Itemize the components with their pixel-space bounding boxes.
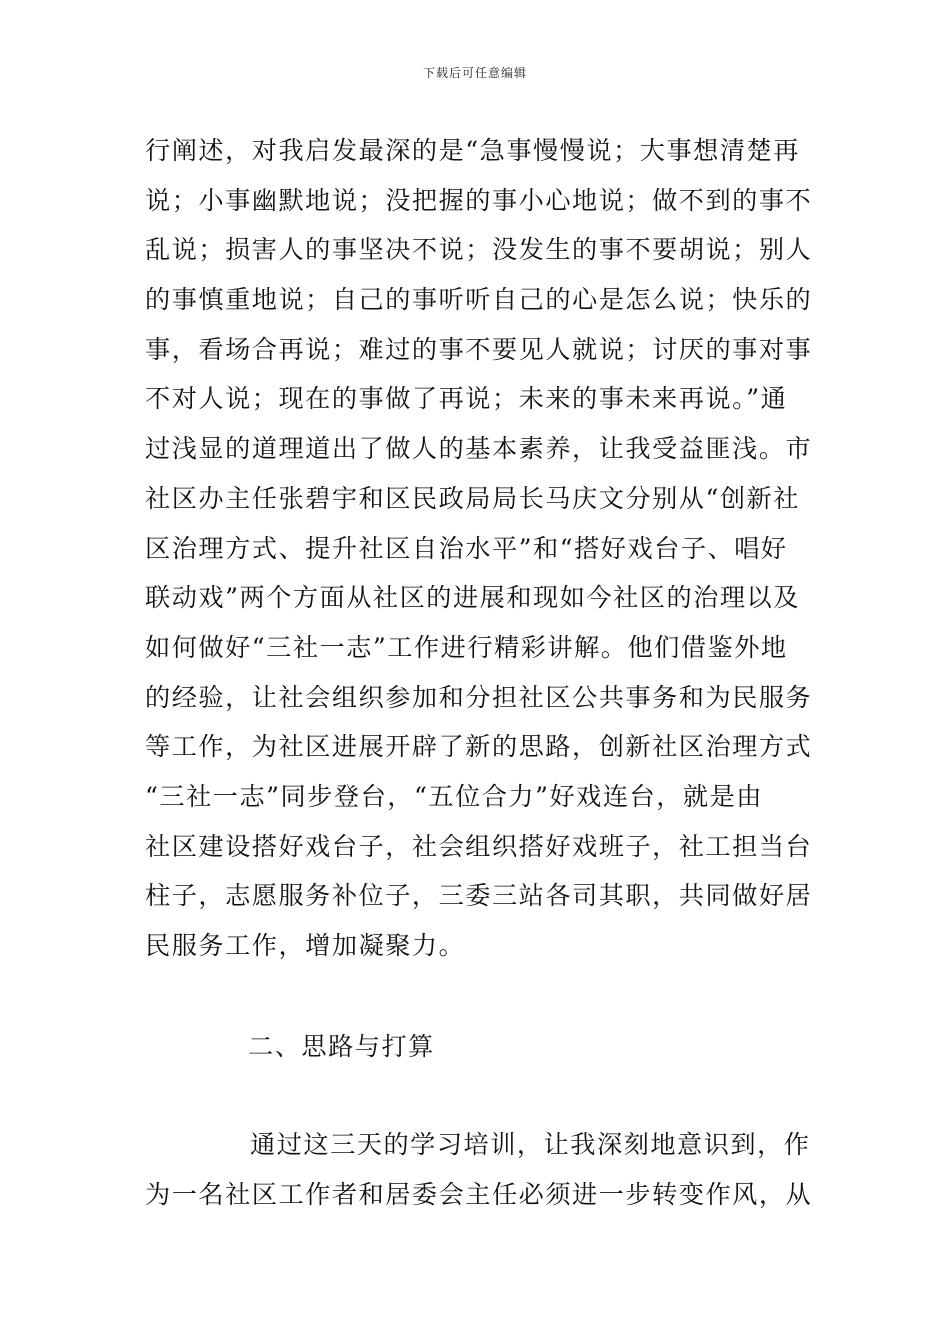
paragraph-line: 过浅显的道理道出了做人的基本素养，让我受益匪浅。市	[145, 434, 813, 464]
body-paragraph-1	[145, 126, 813, 971]
paragraph-line: 社区办主任张碧宇和区民政局局长马庆文分别从“创新社	[145, 483, 800, 513]
paragraph-line: 如何做好“三社一志”工作进行精彩讲解。他们借鉴外地	[145, 632, 788, 662]
page-header: 下载后可任意编辑	[422, 66, 527, 80]
paragraph-line: “三社一志”同步登台，“五位合力”好戏连台，就是由	[145, 781, 763, 811]
paragraph-line: 乱说；损害人的事坚决不说；没发生的事不要胡说；别人	[145, 235, 813, 265]
paragraph-line: 说；小事幽默地说；没把握的事小心地说；做不到的事不	[145, 185, 813, 215]
paragraph-line: 行阐述，对我启发最深的是“急事慢慢说；大事想清楚再	[145, 136, 800, 165]
section-heading: 二、思路与打算	[248, 1032, 435, 1061]
paragraph-line: 柱子，志愿服务补位子，三委三站各司其职，共同做好居	[145, 881, 813, 911]
paragraph-line: 为一名社区工作者和居委会主任必须进一步转变作风，从	[145, 1179, 813, 1209]
paragraph-line: 不对人说；现在的事做了再说；未来的事未来再说。”通	[145, 384, 788, 414]
paragraph-line: 社区建设搭好戏台子，社会组织搭好戏班子，社工担当台	[145, 831, 813, 861]
body-paragraph-2	[145, 1120, 813, 1219]
paragraph-line: 的经验，让社会组织参加和分担社区公共事务和为民服务	[145, 682, 813, 712]
paragraph-line: 等工作，为社区进展开辟了新的思路，创新社区治理方式	[145, 732, 813, 762]
paragraph-line: 的事慎重地说；自己的事听听自己的心是怎么说；快乐的	[145, 285, 813, 315]
paragraph-line: 区治理方式、提升社区自治水平”和“搭好戏台子、唱好	[145, 533, 788, 563]
paragraph-line: 事，看场合再说；难过的事不要见人就说；讨厌的事对事	[145, 334, 813, 364]
paragraph-line: 通过这三天的学习培训，让我深刻地意识到，作	[250, 1130, 811, 1159]
paragraph-line: 联动戏”两个方面从社区的进展和现如今社区的治理以及	[145, 583, 800, 613]
paragraph-line: 民服务工作，增加凝聚力。	[145, 931, 466, 960]
